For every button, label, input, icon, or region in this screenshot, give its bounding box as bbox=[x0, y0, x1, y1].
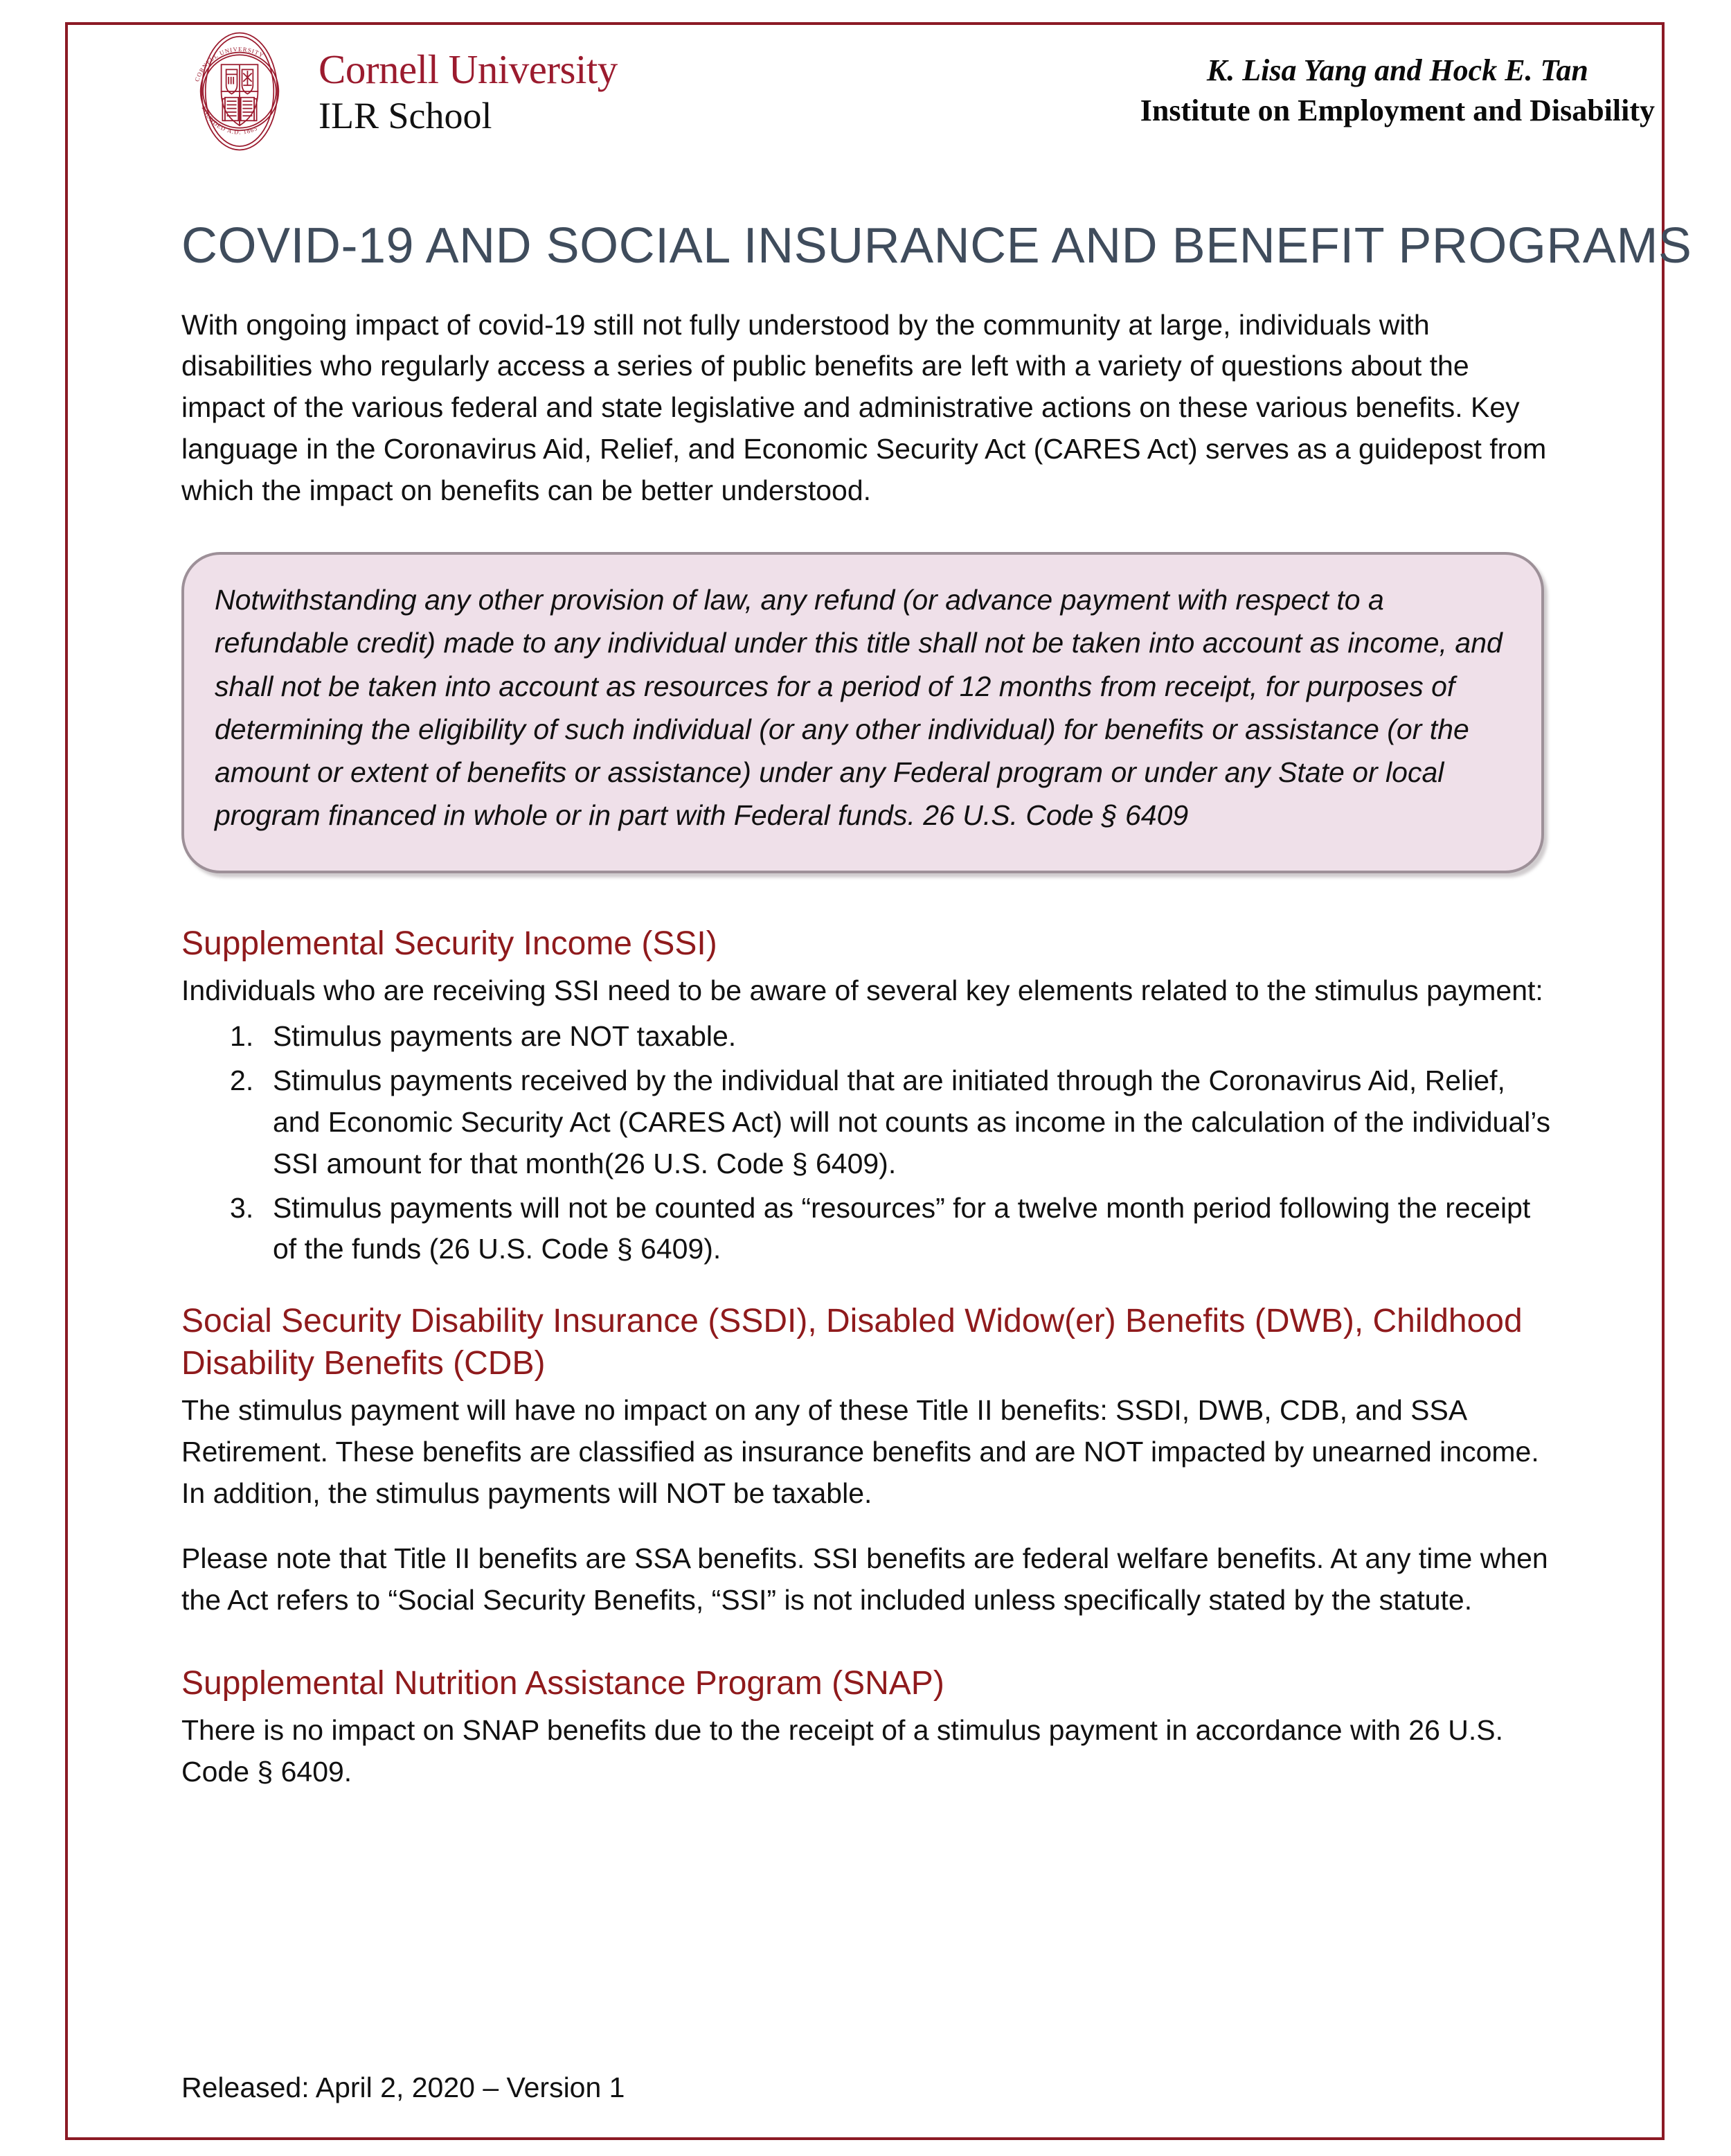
ssi-key-elements-list bbox=[181, 1016, 1559, 1270]
institute-donor-names: K. Lisa Yang and Hock E. Tan bbox=[1206, 53, 1588, 87]
brand-university-name: Cornell University bbox=[319, 46, 618, 92]
document-body bbox=[181, 218, 1692, 1817]
section-ssdi-paragraph-2: Please note that Title II benefits are SSA benefits. SSI benefits are federal welfare benefits. At any time when the Act refers to “Social Security Benefits, “SSI” is not included unless specifically stated by the statute. bbox=[181, 1542, 1548, 1616]
section-snap-paragraph: There is no impact on SNAP benefits due to the receipt of a stimulus payment in accordance with 26 U.S. Code § 6409. bbox=[181, 1713, 1504, 1788]
list-item: Stimulus payments will not be counted as “resources” for a twelve month period following the receipt of the funds (26 U.S. Code § 6409). bbox=[273, 1191, 1531, 1265]
statute-quote-text: Notwithstanding any other provision of law, any refund (or advance payment with respect to a refundable credit) made to any individual under this title shall not be taken into account as income, and shall not be taken into account as resources for a period of 12 months from receipt, for purposes of determining the eligibility of such individual (or any other individual) for benefits or assistance (or the amount or extent of benefits or assistance) under any Federal program or under any State or local program financed in whole or in part with Federal funds. 26 U.S. Code § 6409 bbox=[215, 583, 1503, 832]
section-ssi-intro: Individuals who are receiving SSI need to be aware of several key elements related to the stimulus payment: bbox=[181, 974, 1543, 1007]
page-title: COVID-19 AND SOCIAL INSURANCE AND BENEFIT PROGRAMS bbox=[181, 218, 1692, 274]
section-heading-ssdi-dwb-cdb: Social Security Disability Insurance (SSDI), Disabled Widow(er) Benefits (DWB), Childhood Disability Benefits (CDB) bbox=[181, 1303, 1523, 1382]
intro-paragraph: With ongoing impact of covid-19 still not fully understood by the community at large, individuals with disabilities who regularly access a series of public benefits are left with a variety of questions about the impact of the various federal and state legislative and administrative actions on these various benefits. Key language in the Coronavirus Aid, Relief, and Economic Security Act (CARES Act) serves as a guidepost from which the impact on benefits can be better understood. bbox=[181, 308, 1547, 507]
section-ssdi-paragraph-1: The stimulus payment will have no impact on any of these Title II benefits: SSDI, DWB, CDB, and SSA Retirement. These benefits are classified as insurance benefits and are NOT impacted by unearned income. In addition, the stimulus payments will NOT be taxable. bbox=[181, 1394, 1539, 1509]
section-snap bbox=[181, 1663, 1559, 1793]
release-version-footer: Released: April 2, 2020 – Version 1 bbox=[181, 2072, 625, 2103]
list-item: Stimulus payments are NOT taxable. bbox=[273, 1020, 737, 1053]
section-ssdi-dwb-cdb bbox=[181, 1301, 1559, 1621]
cornell-brand-lockup bbox=[179, 30, 618, 152]
section-ssi bbox=[181, 923, 1559, 1270]
brand-school-name: ILR School bbox=[319, 94, 492, 136]
institute-title-block bbox=[1140, 53, 1655, 129]
svg-text:CORNELL UNIVERSITY: CORNELL UNIVERSITY bbox=[193, 45, 266, 83]
statute-quote-callout bbox=[181, 552, 1544, 873]
section-heading-snap: Supplemental Nutrition Assistance Program (SNAP) bbox=[181, 1664, 944, 1702]
brand-wordmark bbox=[319, 46, 618, 136]
section-heading-ssi: Supplemental Security Income (SSI) bbox=[181, 925, 717, 962]
svg-text:FOUNDED A.D. 1865: FOUNDED A.D. 1865 bbox=[200, 105, 259, 136]
list-item: Stimulus payments received by the individual that are initiated through the Coronavirus Aid, Relief, and Economic Security Act (CARES Act) will not counts as income in the calculation of the individual’s SSI amount for that month(26 U.S. Code § 6409). bbox=[273, 1064, 1551, 1179]
cornell-university-seal-icon bbox=[179, 30, 301, 152]
institute-name: Institute on Employment and Disability bbox=[1140, 93, 1655, 127]
document-header bbox=[68, 25, 1662, 163]
